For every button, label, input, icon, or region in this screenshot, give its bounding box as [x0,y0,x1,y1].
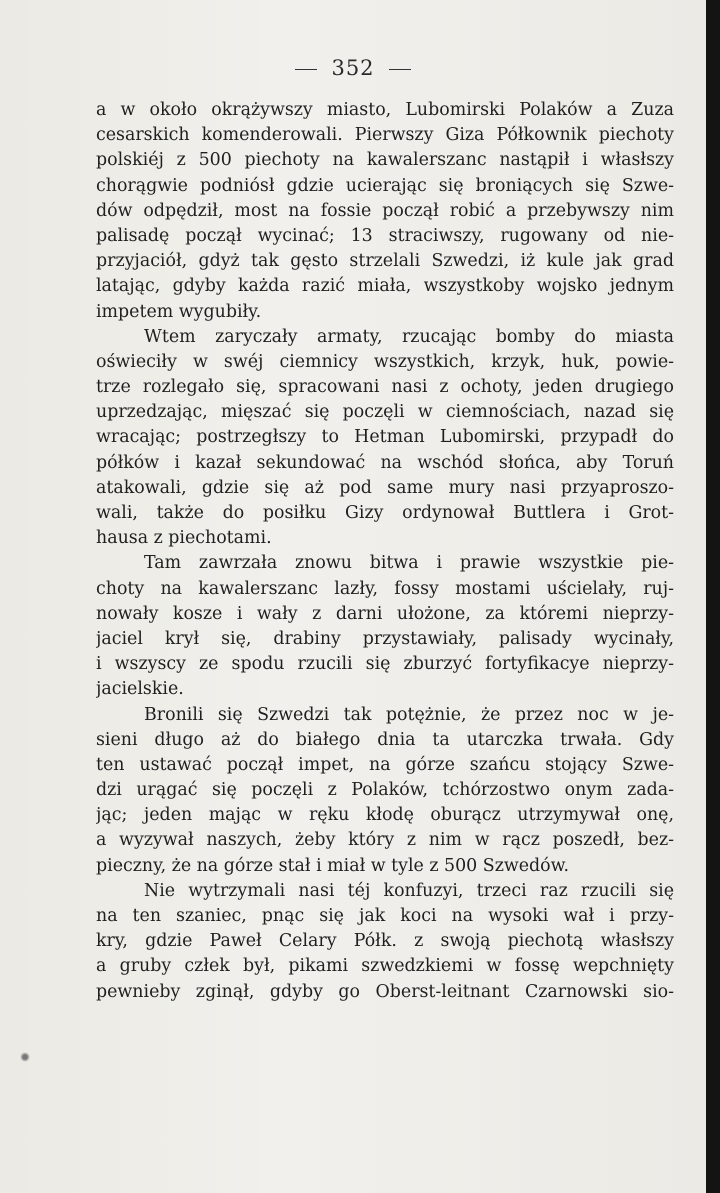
text-line: a w około okrążywszy miasto, Lubomirski Polaków a Zuza [96,100,674,120]
text-line: trze rozlegało się, spracowani nasi z ochoty, jeden drugiego [96,377,674,398]
text-line: jaciel krył się, drabiny przystawiały, palisady wycinały, [96,628,674,649]
text-line: dzi urągać się poczęli z Polaków, tchórzostwo onym zada- [96,780,674,801]
text-line: Nie wytrzymali nasi téj konfuzyi, trzeci raz rzucili się [144,880,674,901]
text-line: dów odpędził, most na fossie począł robić a przebywszy nim [96,200,674,221]
text-line: atakowali, gdzie się aż pod same mury nasi przyaproszo- [96,477,674,498]
text-line: sieni długo aż do białego dnia ta utarczka trwała. Gdy [96,729,674,750]
text-line: ten ustawać począł impet, na górze szańcu stojący Szwe- [96,754,674,775]
page-number: 352 [331,56,375,80]
ink-spot [20,1052,30,1062]
text-line: Wtem zaryczały armaty, rzucając bomby do miasta [144,326,674,347]
text-line: półków i kazał sekundować na wschód słońca, aby Toruń [96,452,674,473]
text-line: latając, gdyby każda razić miała, wszystkoby wojsko jednym [96,276,674,297]
text-line: przyjaciół, gdyż tak gęsto strzelali Szwedzi, iż kule jak grad [96,251,674,272]
text-line: uprzedzając, mięszać się poczęli w ciemnościach, nazad się [96,402,674,423]
text-line: choty na kawalerszanc lazły, fossy mostami uścielały, ruj- [96,578,674,599]
text-line: jąc; jeden mając w ręku kłodę oburącz utrzymywał onę, [96,805,674,826]
header-dash-left [295,69,317,70]
text-line: a gruby człek był, pikami szwedzkiemi w fossę wepchnięty [96,956,674,977]
text-line: oświeciły w swéj ciemnicy wszystkich, krzyk, huk, powie- [96,351,674,372]
text-line: wracając; postrzegłszy to Hetman Lubomirski, przypadł do [96,427,674,448]
text-line: pieczny, że na górze stał i miał w tyle z 500 Szwedów. [96,855,569,876]
text-line: wali, także do posiłku Gizy ordynował Buttlera i Grot- [96,503,674,523]
page-header [0,56,706,80]
text-line: na ten szaniec, pnąc się jak koci na wysoki wał i przy- [96,906,674,926]
text-line: hausa z piechotami. [96,528,272,549]
header-dash-right [389,69,411,70]
text-line: kry, gdzie Paweł Celary Półk. z swoją piechotą własłszy [96,931,674,952]
body-text [96,98,674,1005]
text-line: chorągwie podniósł gdzie ucierając się broniących się Szwe- [96,175,674,196]
text-line: palisadę począł wycinać; 13 straciwszy, rugowany od nie- [96,225,674,246]
text-line: nowały kosze i wały z darni ułożone, za któremi nieprzy- [96,603,674,624]
text-line: Bronili się Szwedzi tak potężnie, że przez noc w je- [144,704,674,725]
text-line: polskiéj z 500 piechoty na kawalerszanc nastąpił i własłszy [96,150,674,171]
text-line: a wyzywał naszych, żeby który z nim w rącz poszedł, bez- [96,830,674,851]
text-line: pewnieby zginął, gdyby go Oberst-leitnant Czarnowski sio- [96,981,674,1002]
scan-edge [706,0,720,1193]
text-line: impetem wygubiły. [96,301,262,322]
text-line: i wszyscy ze spodu rzucili się zburzyć fortyfikacye nieprzy- [96,654,674,675]
text-line: cesarskich komenderowali. Pierwszy Giza Półkownik piechoty [96,125,674,146]
text-line: Tam zawrzała znowu bitwa i prawie wszystkie pie- [144,553,674,574]
text-line: jacielskie. [96,679,184,700]
